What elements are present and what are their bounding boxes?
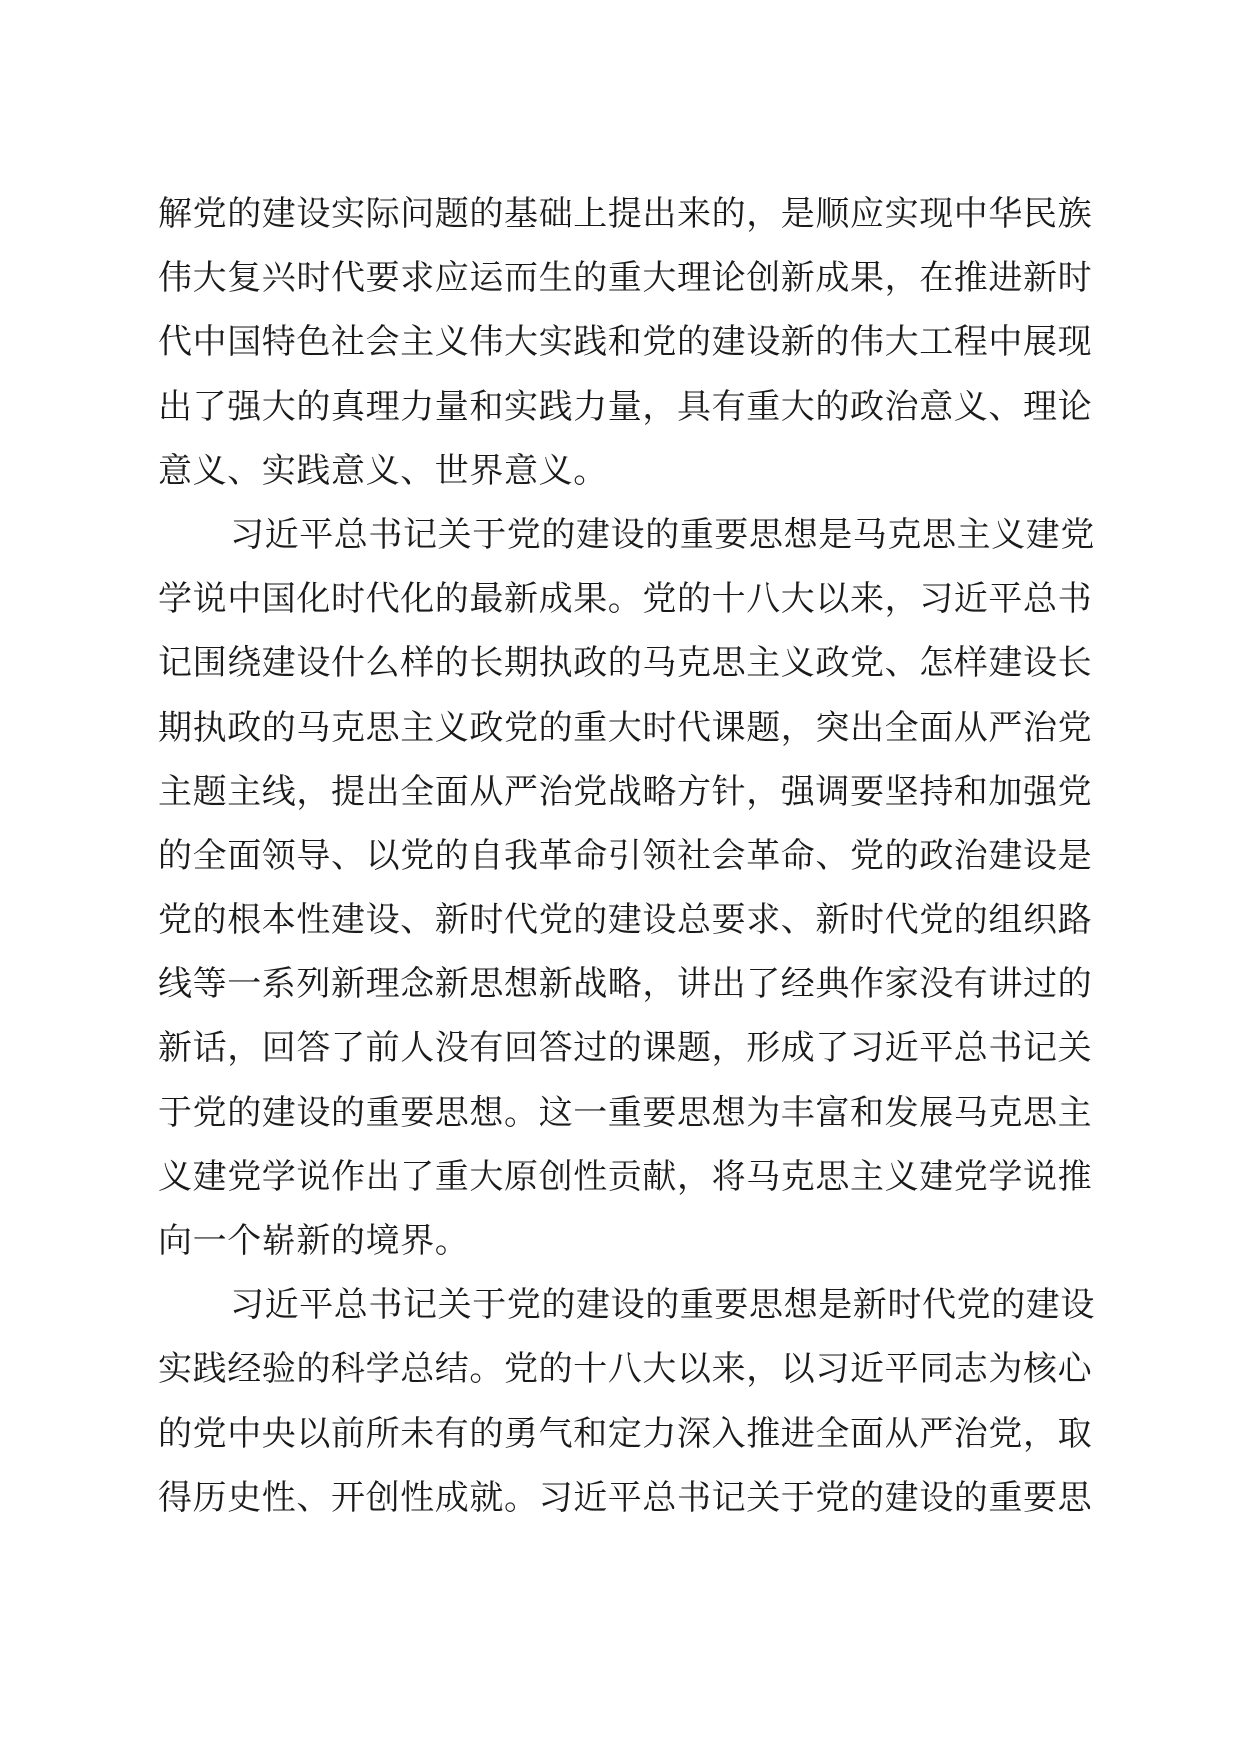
text-line: 实践经验的科学总结。党的十八大以来，以习近平同志为核心 [158, 1349, 1093, 1390]
text-line: 期执政的马克思主义政党的重大时代课题，突出全面从严治党 [158, 707, 1093, 748]
text-line: 党的根本性建设、新时代党的建设总要求、新时代党的组织路 [158, 900, 1093, 941]
text-line: 代中国特色社会主义伟大实践和党的建设新的伟大工程中展现 [158, 322, 1093, 363]
text-line: 向一个崭新的境界。 [158, 1221, 470, 1261]
text-line: 主题主线，提出全面从严治党战略方针，强调要坚持和加强党 [158, 771, 1093, 812]
text-line: 学说中国化时代化的最新成果。党的十八大以来，习近平总书 [158, 579, 1093, 620]
text-line: 的全面领导、以党的自我革命引领社会革命、党的政治建设是 [158, 835, 1093, 876]
text-line: 解党的建设实际问题的基础上提出来的，是顺应实现中华民族 [158, 194, 1093, 234]
body-text [158, 182, 1095, 1530]
text-line: 出了强大的真理力量和实践力量，具有重大的政治意义、理论 [158, 386, 1093, 427]
text-line: 新话，回答了前人没有回答过的课题，形成了习近平总书记关 [158, 1028, 1093, 1069]
paragraph-first-line: 习近平总书记关于党的建设的重要思想是马克思主义建党 [230, 514, 1095, 555]
text-line: 伟大复兴时代要求应运而生的重大理论创新成果，在推进新时 [158, 258, 1093, 299]
text-line: 的党中央以前所未有的勇气和定力深入推进全面从严治党，取 [158, 1413, 1093, 1454]
text-line: 线等一系列新理念新思想新战略，讲出了经典作家没有讲过的 [158, 964, 1093, 1005]
paragraph-first-line: 习近平总书记关于党的建设的重要思想是新时代党的建设 [230, 1285, 1095, 1326]
text-line: 记围绕建设什么样的长期执政的马克思主义政党、怎样建设长 [158, 643, 1093, 684]
text-line: 于党的建设的重要思想。这一重要思想为丰富和发展马克思主 [158, 1092, 1093, 1133]
text-line: 得历史性、开创性成就。习近平总书记关于党的建设的重要思 [158, 1477, 1093, 1518]
text-line: 意义、实践意义、世界意义。 [158, 450, 608, 491]
text-line: 义建党学说作出了重大原创性贡献，将马克思主义建党学说推 [158, 1156, 1093, 1197]
